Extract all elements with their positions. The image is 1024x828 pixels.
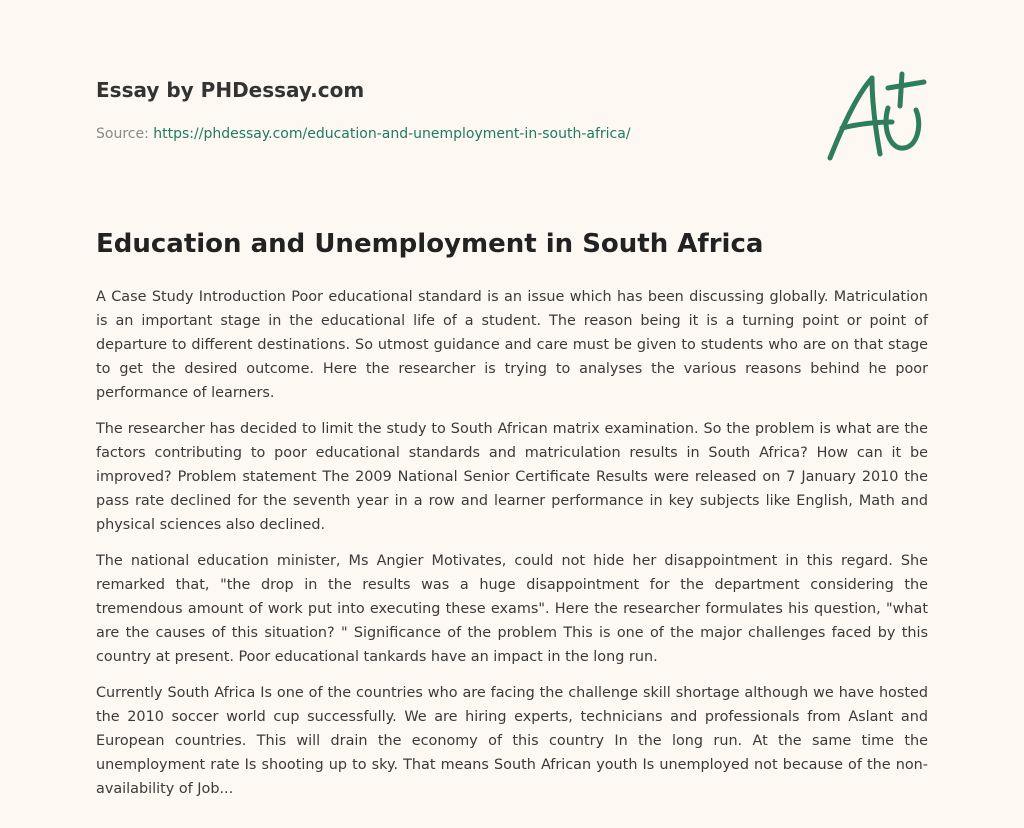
essay-title: Education and Unemployment in South Africa — [96, 229, 764, 259]
source-line — [96, 124, 796, 144]
source-link[interactable]: https://phdessay.com/education-and-unemployment-in-south-africa/ — [153, 126, 631, 142]
essay-paragraph: The researcher has decided to limit the study to South African matrix examination. So the problem is what are the factors contributing to poor educational standards and matriculation results in South Africa? How can it be improved? Problem statement The 2009 National Senior Certificate Results were released on 7 January 2010 the pass rate declined for the seventh year in a row and learner performance in key subjects like English, Math and physical sciences also declined. — [96, 421, 928, 533]
site-brand: Essay by PHDessay.com — [96, 78, 365, 102]
essay-paragraph: The national education minister, Ms Angier Motivates, could not hide her disappointment in this regard. She remarked that, "the drop in the results was a huge disappointment for the department considering the tremendous amount of work put into executing these exams". Here the researcher formulates his question, "what are the causes of this situation? " Significance of the problem This is one of the major challenges faced by this country at present. Poor educational tankards have an impact in the long run. — [96, 553, 928, 665]
a-plus-logo-icon — [820, 66, 930, 166]
essay-paragraph: A Case Study Introduction Poor educational standard is an issue which has been discussing globally. Matriculation is an important stage in the educational life of a student. The reason being it is a turning point or point of departure to different destinations. So utmost guidance and care must be given to students who are on that stage to get the desired outcome. Here the researcher is trying to analyses the various reasons behind he poor performance of learners. — [96, 289, 928, 401]
essay-paragraph: Currently South Africa Is one of the countries who are facing the challenge skill shortage although we have hosted the 2010 soccer world cup successfully. We are hiring experts, technicians and professionals from Aslant and European countries. This will drain the economy of this country In the long run. At the same time the unemployment rate Is shooting up to sky. That means South African youth Is unemployed not because of the non- availability of Job... — [96, 685, 928, 797]
essay-header — [96, 76, 796, 144]
source-label: Source: — [96, 126, 154, 142]
essay-body — [96, 285, 928, 813]
